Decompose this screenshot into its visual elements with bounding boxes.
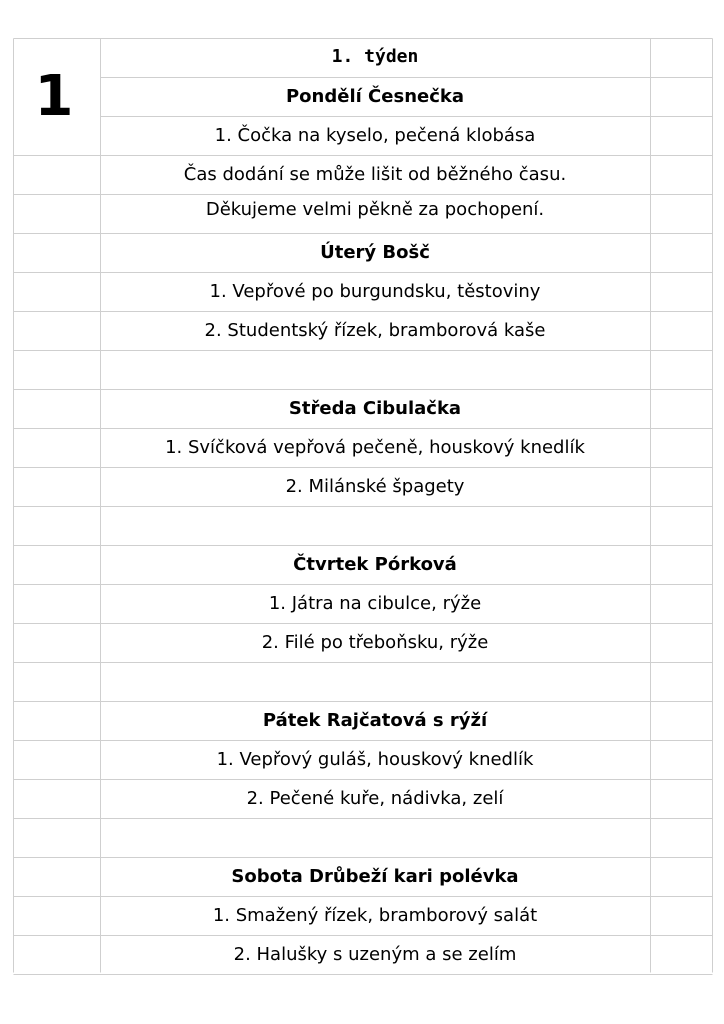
delivery-notice-line-1: Čas dodání se může lišit od běžného času. bbox=[183, 164, 567, 185]
week-title: 1. týden bbox=[331, 46, 419, 67]
meal-friday-2: 2. Pečené kuře, nádivka, zelí bbox=[246, 788, 504, 809]
meal-monday-1: 1. Čočka na kyselo, pečená klobása bbox=[214, 125, 536, 146]
meal-saturday-1: 1. Smažený řízek, bramborový salát bbox=[212, 905, 538, 926]
day-heading-wednesday: Středa Cibulačka bbox=[288, 398, 462, 419]
delivery-notice-line-2: Děkujeme velmi pěkně za pochopení. bbox=[205, 199, 545, 220]
day-heading-saturday: Sobota Drůbeží kari polévka bbox=[231, 866, 519, 887]
meal-thursday-2: 2. Filé po třeboňsku, rýže bbox=[261, 632, 489, 653]
meal-thursday-1: 1. Játra na cibulce, rýže bbox=[268, 593, 482, 614]
day-heading-thursday: Čtvrtek Pórková bbox=[293, 554, 457, 575]
meal-friday-1: 1. Vepřový guláš, houskový knedlík bbox=[216, 749, 534, 770]
day-heading-monday: Pondělí Česnečka bbox=[285, 86, 464, 107]
meal-tuesday-2: 2. Studentský řízek, bramborová kaše bbox=[204, 320, 546, 341]
day-heading-friday: Pátek Rajčatová s rýží bbox=[262, 710, 488, 731]
day-heading-tuesday: Úterý Bošč bbox=[320, 242, 430, 263]
week-number: 1 bbox=[34, 64, 74, 129]
meal-saturday-2: 2. Halušky s uzeným a se zelím bbox=[233, 944, 517, 965]
meal-tuesday-1: 1. Vepřové po burgundsku, těstoviny bbox=[209, 281, 541, 302]
meal-wednesday-2: 2. Milánské špagety bbox=[285, 476, 465, 497]
meal-wednesday-1: 1. Svíčková vepřová pečeně, houskový knedlík bbox=[165, 437, 585, 458]
